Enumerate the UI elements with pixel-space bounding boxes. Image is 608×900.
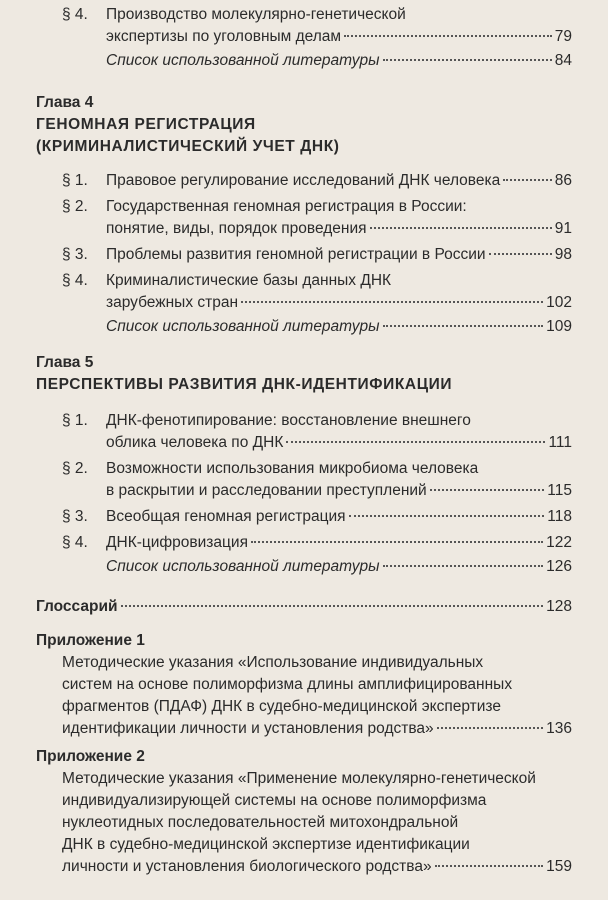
section-number: § 1. xyxy=(62,172,88,189)
section-title-line: облика человека по ДНК xyxy=(106,434,284,451)
page-number: 102 xyxy=(546,294,572,311)
dot-leader xyxy=(435,865,544,867)
appendix-text-line: индивидуализирующей системы на основе полиморфизма xyxy=(62,792,487,809)
toc-entry xyxy=(106,244,572,266)
dot-leader xyxy=(121,605,544,607)
dot-leader xyxy=(344,35,552,37)
references-label: Список использованной литературы xyxy=(106,52,380,69)
section-title-line: ДНК-цифровизация xyxy=(106,534,248,551)
section-number: § 3. xyxy=(62,246,88,263)
appendix-text-line: личности и установления биологического родства» xyxy=(62,858,432,875)
appendix-label: Приложение 2 xyxy=(36,748,145,765)
references-label: Список использованной литературы xyxy=(106,558,380,575)
page-number: 159 xyxy=(546,858,572,875)
section-title-line: экспертизы по уголовным делам xyxy=(106,28,342,45)
section-number: § 1. xyxy=(62,412,88,429)
section-title-line: понятие, виды, порядок проведения xyxy=(106,220,367,237)
section-title-line: Государственная геномная регистрация в России: xyxy=(106,198,467,215)
dot-leader xyxy=(241,301,543,303)
dot-leader xyxy=(503,179,552,181)
section-title-line: Правовое регулирование исследований ДНК человека xyxy=(106,172,501,189)
page-number: 122 xyxy=(546,534,572,551)
page-number: 111 xyxy=(548,434,572,451)
toc-entry xyxy=(106,506,572,528)
page-number: 128 xyxy=(546,598,572,615)
section-title-line: ДНК-фенотипирование: восстановление внешнего xyxy=(106,412,471,429)
page-number: 98 xyxy=(554,246,572,263)
toc-entry xyxy=(106,26,572,48)
page-number: 126 xyxy=(546,558,572,575)
toc-entry xyxy=(106,218,572,240)
dot-leader xyxy=(383,59,552,61)
section-number: § 4. xyxy=(62,534,88,551)
section-title-line: Производство молекулярно-генетической xyxy=(106,6,406,23)
dot-leader xyxy=(383,325,544,327)
appendix-text-line: идентификации личности и установления родства» xyxy=(62,720,434,737)
dot-leader xyxy=(349,515,545,517)
toc-entry xyxy=(106,532,572,554)
dot-leader xyxy=(251,541,543,543)
toc-entry-references xyxy=(106,316,572,338)
appendix-text-line: систем на основе полиморфизма длины амплифицированных xyxy=(62,676,513,693)
page-number: 79 xyxy=(554,28,572,45)
dot-leader xyxy=(286,441,545,443)
appendix-text-line: Методические указания «Применение молекулярно-генетической xyxy=(62,770,536,787)
chapter-title: (КРИМИНАЛИСТИЧЕСКИЙ УЧЕТ ДНК) xyxy=(36,138,340,155)
chapter-title: ГЕНОМНАЯ РЕГИСТРАЦИЯ xyxy=(36,116,256,133)
page-number: 109 xyxy=(546,318,572,335)
page-number: 136 xyxy=(546,720,572,737)
toc-entry-glossary xyxy=(36,596,572,618)
toc-entry xyxy=(106,292,572,314)
appendix-text-line: нуклеотидных последовательностей митохондральной xyxy=(62,814,459,831)
glossary-label: Глоссарий xyxy=(36,598,118,615)
chapter-label: Глава 5 xyxy=(36,354,94,371)
section-number: § 4. xyxy=(62,272,88,289)
section-number: § 2. xyxy=(62,198,88,215)
section-title-line: Криминалистические базы данных ДНК xyxy=(106,272,392,289)
appendix-text-line: ДНК в судебно-медицинской экспертизе идентификации xyxy=(62,836,470,853)
page-number: 118 xyxy=(547,508,572,525)
section-number: § 2. xyxy=(62,460,88,477)
toc-entry xyxy=(62,718,572,740)
dot-leader xyxy=(489,253,552,255)
page-number: 115 xyxy=(547,482,572,499)
toc-entry xyxy=(62,856,572,878)
page-number: 91 xyxy=(554,220,572,237)
section-title-line: в раскрытии и расследовании преступлений xyxy=(106,482,427,499)
toc-entry xyxy=(106,432,572,454)
dot-leader xyxy=(383,565,544,567)
toc-entry xyxy=(106,170,572,192)
dot-leader xyxy=(437,727,543,729)
section-title-line: зарубежных стран xyxy=(106,294,239,311)
section-number: § 3. xyxy=(62,508,88,525)
section-number: § 4. xyxy=(62,6,88,23)
appendix-label: Приложение 1 xyxy=(36,632,145,649)
toc-entry-references xyxy=(106,556,572,578)
references-label: Список использованной литературы xyxy=(106,318,380,335)
toc-entry xyxy=(106,480,572,502)
toc-entry-references xyxy=(106,50,572,72)
page-number: 84 xyxy=(554,52,572,69)
dot-leader xyxy=(370,227,552,229)
section-title-line: Возможности использования микробиома человека xyxy=(106,460,479,477)
appendix-text-line: фрагментов (ПДАФ) ДНК в судебно-медицинской экспертизе xyxy=(62,698,501,715)
chapter-title: ПЕРСПЕКТИВЫ РАЗВИТИЯ ДНК-ИДЕНТИФИКАЦИИ xyxy=(36,376,453,393)
section-title-line: Всеобщая геномная регистрация xyxy=(106,508,346,525)
section-title-line: Проблемы развития геномной регистрации в России xyxy=(106,246,486,263)
dot-leader xyxy=(430,489,545,491)
page-number: 86 xyxy=(554,172,572,189)
chapter-label: Глава 4 xyxy=(36,94,94,111)
appendix-text-line: Методические указания «Использование индивидуальных xyxy=(62,654,484,671)
